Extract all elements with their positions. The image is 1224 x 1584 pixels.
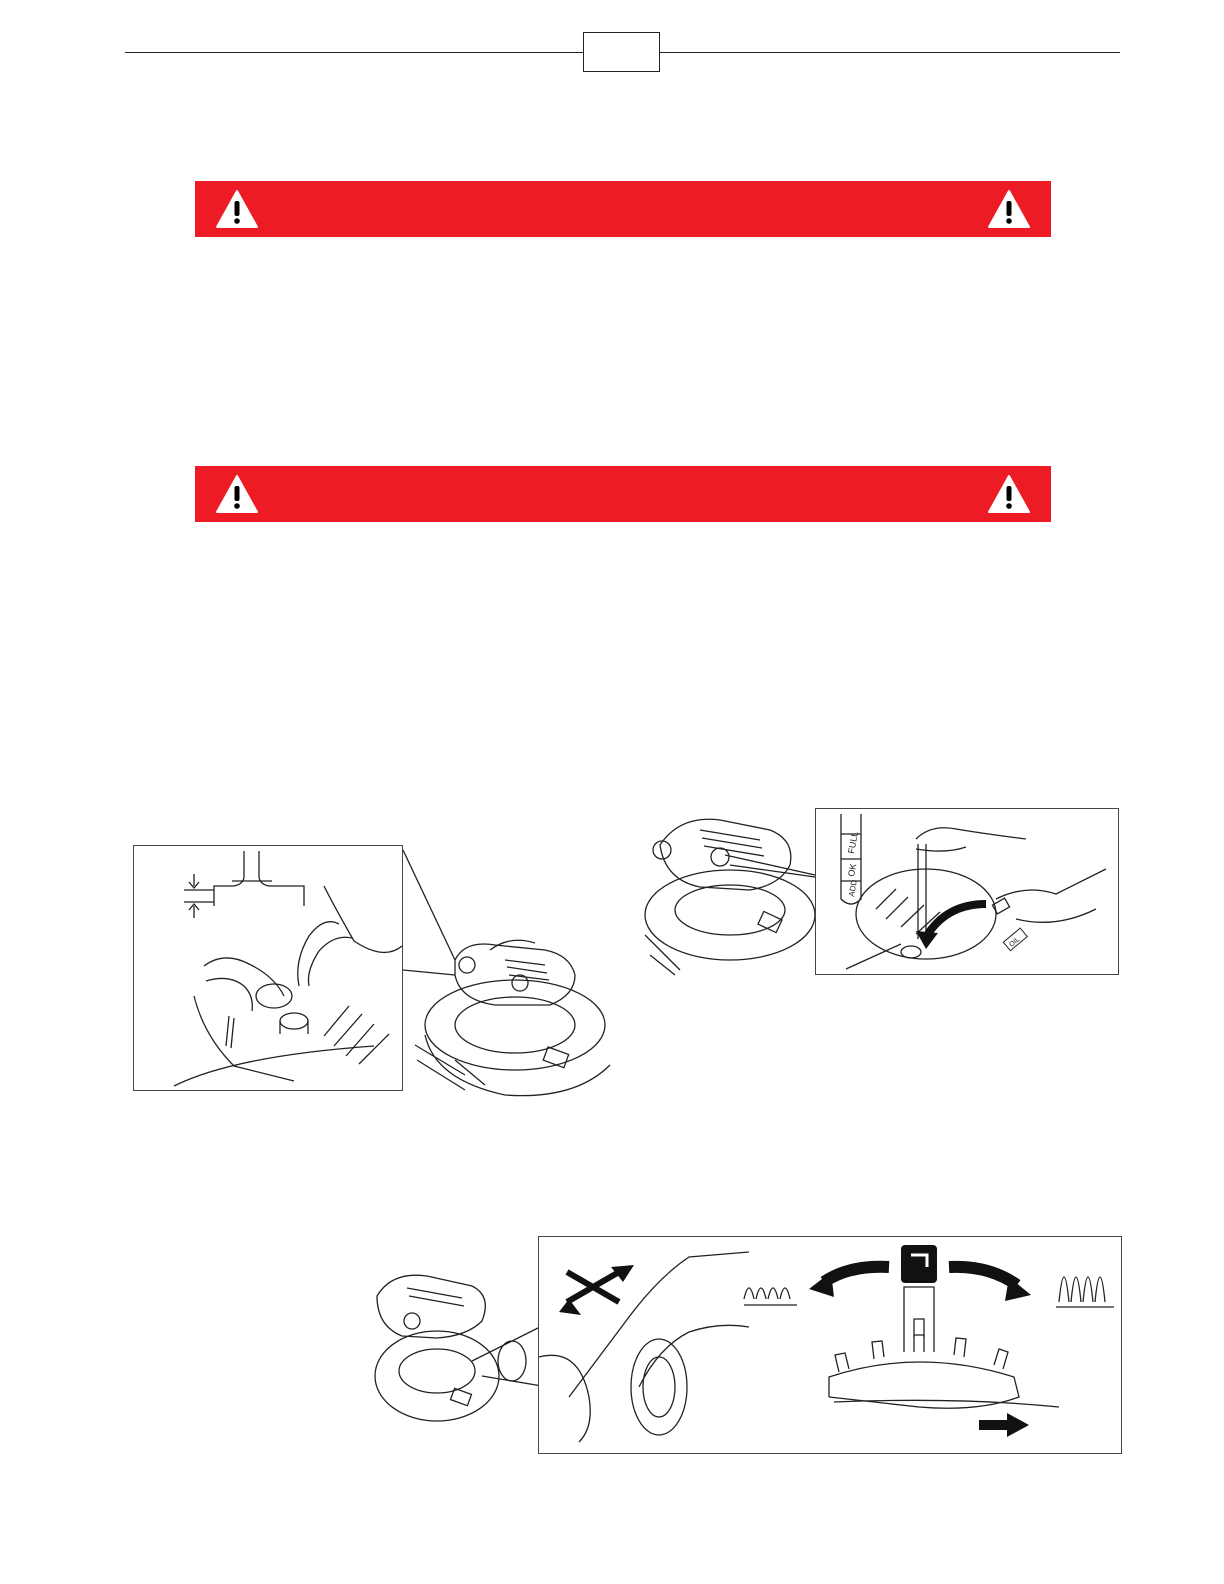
dipstick-label-ok: OK	[846, 862, 859, 878]
mower-oil-view-drawing	[640, 805, 820, 980]
oil-dipstick-drawing	[816, 809, 1118, 974]
oil-level-figure	[640, 805, 1120, 980]
fuel-fill-detail-drawing	[134, 846, 402, 1090]
oil-dipstick-inset	[815, 808, 1119, 975]
dipstick-label-add: ADD	[847, 879, 859, 898]
cutting-height-figure	[372, 1236, 1122, 1456]
header-rule-left	[125, 52, 583, 53]
warning-triangle-icon	[987, 474, 1031, 514]
svg-text:OIL: OIL	[1008, 936, 1022, 949]
warning-triangle-icon	[987, 189, 1031, 229]
warning-banner-2	[195, 466, 1051, 522]
fuel-fill-detail-inset	[133, 845, 403, 1091]
dipstick-label-full: FULL	[846, 830, 860, 855]
height-adjust-drawing	[539, 1237, 1121, 1453]
warning-triangle-icon	[215, 189, 259, 229]
warning-banner-1	[195, 181, 1051, 237]
oil-cap-label	[1003, 928, 1027, 951]
fuel-fill-figure	[133, 845, 613, 1100]
mower-top-view-drawing	[395, 845, 613, 1100]
warning-triangle-icon	[215, 474, 259, 514]
height-adjust-inset	[538, 1236, 1122, 1454]
page-number-box	[583, 32, 660, 72]
mower-wheel-view-drawing	[372, 1266, 547, 1441]
header-rule-right	[660, 52, 1120, 53]
